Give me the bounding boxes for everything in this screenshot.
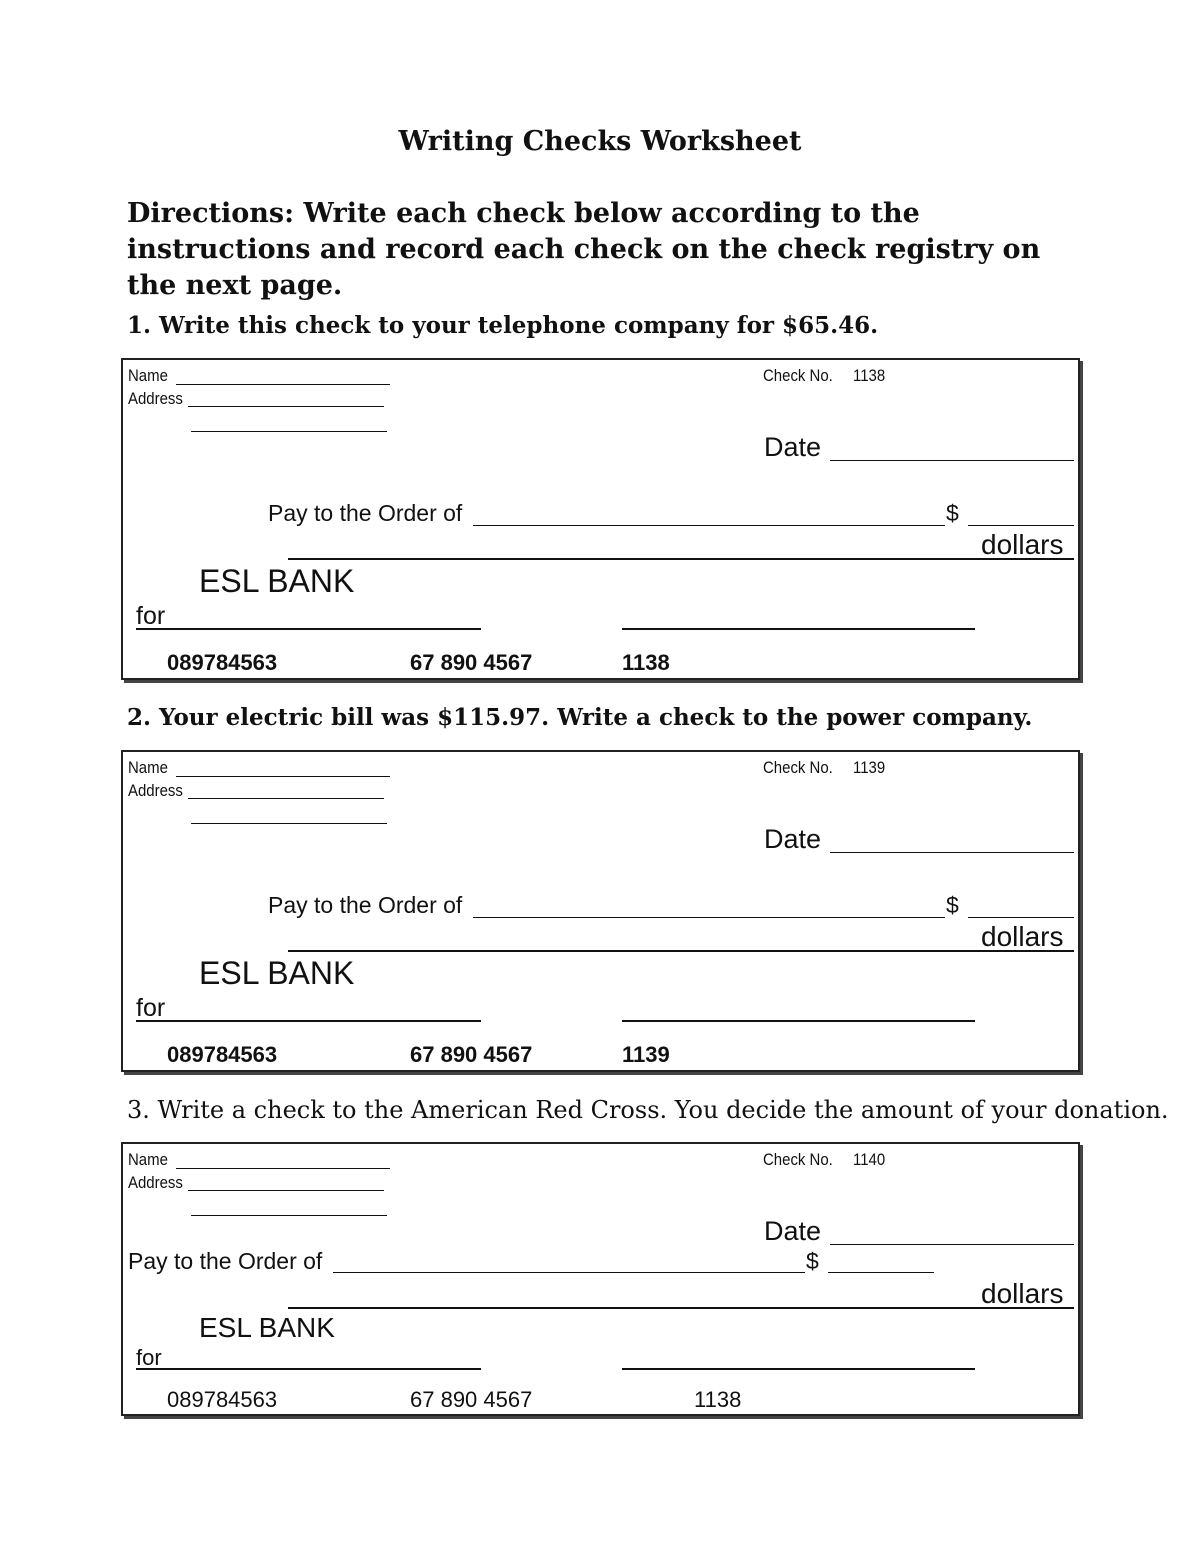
for-label: for	[136, 994, 166, 1022]
name-label: Name	[128, 366, 168, 385]
address-line-1[interactable]	[188, 798, 384, 799]
for-label: for	[136, 602, 166, 630]
amount-words-line[interactable]	[288, 1307, 1074, 1309]
dollar-sign: $	[806, 1248, 819, 1274]
bank-name: ESL BANK	[199, 1312, 335, 1343]
address-line-1[interactable]	[188, 406, 384, 407]
routing-number: 089784563	[167, 1387, 278, 1412]
name-label: Name	[128, 758, 168, 777]
payee-line[interactable]	[473, 525, 945, 526]
address-line-1[interactable]	[188, 1190, 384, 1191]
check-number: 1140	[853, 1150, 886, 1169]
date-line[interactable]	[830, 460, 1074, 461]
address-line-2[interactable]	[191, 431, 387, 432]
check-3	[121, 1142, 1080, 1416]
name-label: Name	[128, 1150, 168, 1169]
date-label: Date	[764, 1216, 822, 1246]
check-no-label: Check No.	[763, 366, 833, 385]
amount-words-line[interactable]	[288, 558, 1074, 560]
address-label: Address	[128, 389, 183, 408]
bank-name: ESL BANK	[199, 955, 355, 991]
address-label: Address	[128, 1173, 183, 1192]
account-number: 67 890 4567	[410, 1042, 533, 1067]
name-line[interactable]	[176, 776, 390, 777]
directions-text: Directions: Write each check below according to the instructions and record each check on the check registry on the next page.	[127, 198, 1041, 301]
dollars-label: dollars	[981, 1278, 1064, 1309]
account-number: 67 890 4567	[410, 1387, 533, 1412]
routing-number: 089784563	[167, 1042, 278, 1067]
signature-line[interactable]	[622, 1368, 975, 1370]
memo-line[interactable]	[136, 628, 481, 630]
micr-check-number: 1138	[694, 1387, 742, 1412]
signature-line[interactable]	[622, 1020, 975, 1022]
pay-to-label: Pay to the Order of	[268, 892, 463, 918]
date-label: Date	[764, 432, 822, 462]
amount-box-line[interactable]	[828, 1272, 934, 1273]
question-1: 1. Write this check to your telephone company for $65.46.	[127, 312, 879, 339]
memo-line[interactable]	[136, 1020, 481, 1022]
payee-line[interactable]	[473, 917, 945, 918]
date-label: Date	[764, 824, 822, 854]
check-2	[121, 750, 1080, 1072]
account-number: 67 890 4567	[410, 650, 533, 675]
check-number: 1139	[853, 758, 886, 777]
signature-line[interactable]	[622, 628, 975, 630]
date-line[interactable]	[830, 852, 1074, 853]
question-3: 3. Write a check to the American Red Cross. You decide the amount of your donation.	[127, 1096, 1169, 1124]
address-label: Address	[128, 781, 183, 800]
worksheet-title: Writing Checks Worksheet	[398, 126, 802, 157]
bank-name: ESL BANK	[199, 563, 355, 599]
question-2: 2. Your electric bill was $115.97. Write a check to the power company.	[127, 704, 1033, 731]
name-line[interactable]	[176, 1168, 390, 1169]
dollar-sign: $	[946, 500, 959, 526]
amount-box-line[interactable]	[968, 917, 1074, 918]
micr-check-number: 1138	[622, 650, 670, 675]
routing-number: 089784563	[167, 650, 278, 675]
check-1	[121, 358, 1080, 680]
memo-line[interactable]	[136, 1368, 481, 1370]
check-number: 1138	[853, 366, 886, 385]
check-no-label: Check No.	[763, 1150, 833, 1169]
micr-check-number: 1139	[622, 1042, 670, 1067]
check-no-label: Check No.	[763, 758, 833, 777]
address-line-2[interactable]	[191, 823, 387, 824]
pay-to-label: Pay to the Order of	[128, 1248, 323, 1274]
pay-to-label: Pay to the Order of	[268, 500, 463, 526]
address-line-2[interactable]	[191, 1215, 387, 1216]
for-label: for	[136, 1345, 162, 1370]
name-line[interactable]	[176, 384, 390, 385]
date-line[interactable]	[830, 1244, 1074, 1245]
payee-line[interactable]	[333, 1272, 805, 1273]
amount-words-line[interactable]	[288, 950, 1074, 952]
amount-box-line[interactable]	[968, 525, 1074, 526]
dollars-label: dollars	[981, 529, 1064, 560]
dollars-label: dollars	[981, 921, 1064, 952]
dollar-sign: $	[946, 892, 959, 918]
